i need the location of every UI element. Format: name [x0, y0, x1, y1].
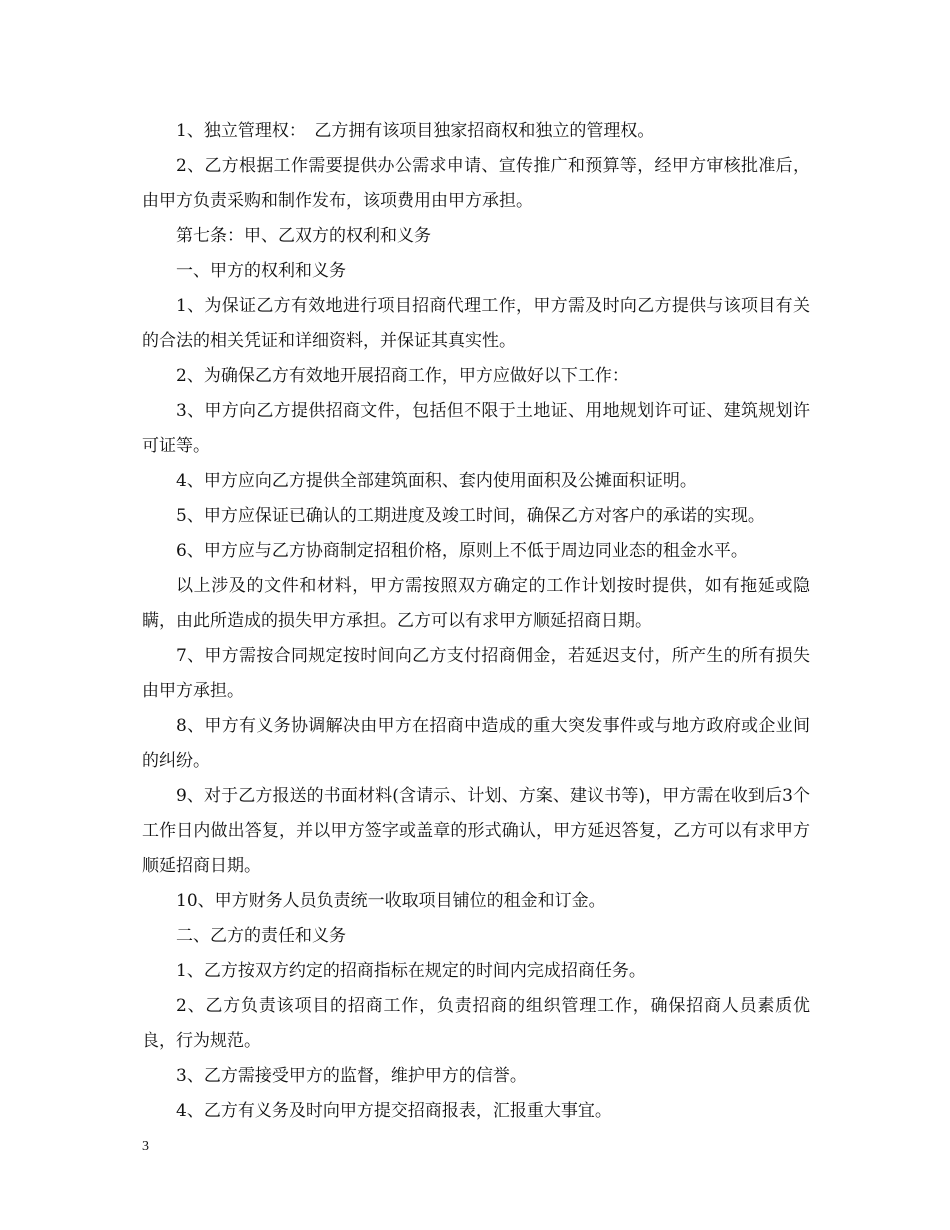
paragraph-13: 8、甲方有义务协调解决由甲方在招商中造成的重大突发事件或与地方政府或企业间的纠纷。 — [142, 716, 810, 771]
paragraph-9: 5、甲方应保证已确认的工期进度及竣工时间，确保乙方对客户的承诺的实现。 — [176, 506, 765, 526]
page-number: 3 — [142, 1139, 149, 1154]
paragraph-20: 4、乙方有义务及时向甲方提交招商报表，汇报重大事宜。 — [176, 1101, 612, 1121]
paragraph-8: 4、甲方应向乙方提供全部建筑面积、套内使用面积及公摊面积证明。 — [176, 471, 697, 491]
paragraph-1: 1、独立管理权： 乙方拥有该项目独家招商权和独立的管理权。 — [176, 121, 655, 141]
paragraph-14: 9、对于乙方报送的书面材料(含请示、计划、方案、建议书等)，甲方需在收到后3个工作日内做出答复，并以甲方签字或盖章的形式确认，甲方延迟答复，乙方可以有求甲方顺延招商日期。 — [142, 786, 810, 876]
paragraph-19: 3、乙方需接受甲方的监督，维护甲方的信誉。 — [176, 1066, 527, 1086]
paragraph-15: 10、甲方财务人员负责统一收取项目铺位的租金和订金。 — [176, 891, 606, 911]
paragraph-18: 2、乙方负责该项目的招商工作，负责招商的组织管理工作，确保招商人员素质优良，行为规范。 — [142, 996, 810, 1051]
paragraph-5: 1、为保证乙方有效地进行项目招商代理工作，甲方需及时向乙方提供与该项目有关的合法的相关凭证和详细资料，并保证其真实性。 — [142, 296, 810, 351]
section-heading-article-7: 第七条：甲、乙双方的权利和义务 — [176, 226, 431, 246]
paragraph-17: 1、乙方按双方约定的招商指标在规定的时间内完成招商任务。 — [176, 961, 646, 981]
paragraph-11: 以上涉及的文件和材料，甲方需按照双方确定的工作计划按时提供，如有拖延或隐瞒，由此所造成的损失甲方承担。乙方可以有求甲方顺延招商日期。 — [142, 576, 810, 631]
paragraph-2: 2、乙方根据工作需要提供办公需求申请、宣传推广和预算等，经甲方审核批准后，由甲方负责采购和制作发布，该项费用由甲方承担。 — [142, 156, 810, 211]
subsection-heading-party-b: 二、乙方的责任和义务 — [176, 926, 346, 946]
paragraph-10: 6、甲方应与乙方协商制定招租价格，原则上不低于周边同业态的租金水平。 — [176, 541, 748, 561]
paragraph-6: 2、为确保乙方有效地开展招商工作，甲方应做好以下工作： — [176, 366, 629, 386]
paragraph-12: 7、甲方需按合同规定按时间向乙方支付招商佣金，若延迟支付，所产生的所有损失由甲方承担。 — [142, 646, 810, 701]
paragraph-7: 3、甲方向乙方提供招商文件，包括但不限于土地证、用地规划许可证、建筑规划许可证等。 — [142, 401, 810, 456]
document-body — [142, 114, 810, 1129]
subsection-heading-party-a: 一、甲方的权利和义务 — [176, 261, 346, 281]
